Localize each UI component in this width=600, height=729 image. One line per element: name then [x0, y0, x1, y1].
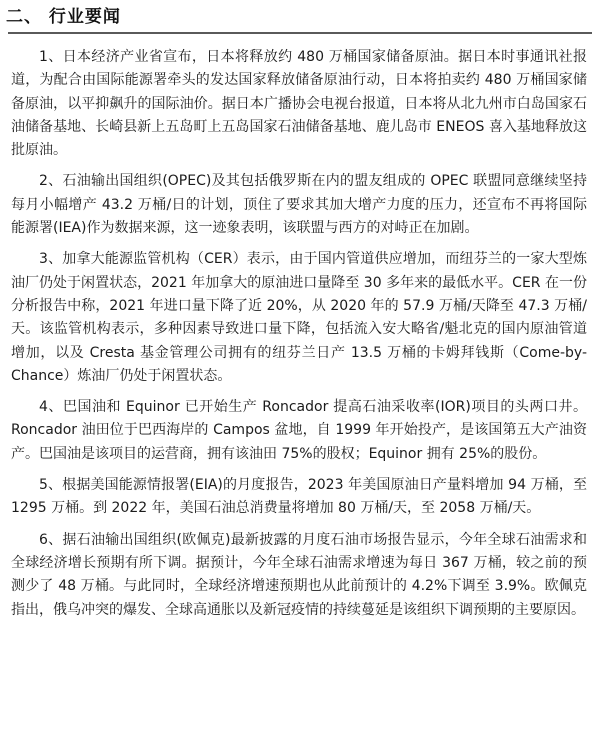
news-item-opec-output-plan: 2、石油输出国组织(OPEC)及其包括俄罗斯在内的盟友组成的 OPEC 联盟同意继续坚持每月小幅增产 43.2 万桶/日的计划，顶住了要求其加大增产力度的压力，还宣布不再将国际能源署(IEA)作为数据来源，这一迹象表明，该联盟与西方的对峙正在加剧。 — [11, 173, 587, 237]
news-item-roncador-ior: 4、巴国油和 Equinor 已开始生产 Roncador 提高石油采收率(IOR)项目的头两口井。Roncador 油田位于巴西海岸的 Campos 盆地，自 1999 年开始投产，是该国第五大产油资产。巴国油是该项目的运营商，拥有该油田 75%的股权；Equinor 拥有 25%的股份。 — [11, 399, 587, 462]
heading-divider — [8, 32, 592, 34]
news-list — [11, 46, 587, 630]
news-item-japan-reserve-release: 1、日本经济产业省宣布，日本将释放约 480 万桶国家储备原油。据日本时事通讯社报道，为配合由国际能源署牵头的发达国家释放储备原油行动，日本将拍卖约 480 万桶国家储备原油，以平抑飙升的国际油价。据日本广播协会电视台报道，日本将从北九州市白岛国家石油储备基地、长崎县新上五岛町上五岛国家石油储备基地、鹿儿岛市 ENEOS 喜入基地释放这批原油。 — [11, 49, 587, 159]
news-item-eia-forecast: 5、根据美国能源情报署(EIA)的月度报告，2023 年美国原油日产量料增加 94 万桶，至 1295 万桶。到 2022 年，美国石油总消费量将增加 80 万桶/天，至 2058 万桶/天。 — [11, 477, 587, 517]
section-heading: 二、 行业要闻 — [6, 7, 121, 27]
news-item-opec-demand-outlook: 6、据石油输出国组织(欧佩克)最新披露的月度石油市场报告显示，今年全球石油需求和全球经济增长预期有所下调。据预计，今年全球石油需求增速为每日 367 万桶，较之前的预测少了 48 万桶。与此同时，全球经济增速预期也从此前预计的 4.2%下调至 3.9%。欧佩克指出，俄乌冲突的爆发、全球高通胀以及新冠疫情的持续蔓延是该组织下调预期的主要原因。 — [11, 531, 587, 618]
news-item-canada-imports: 3、加拿大能源监管机构（CER）表示，由于国内管道供应增加，而纽芬兰的一家大型炼油厂仍处于闲置状态，2021 年加拿大的原油进口量降至 30 多年来的最低水平。CER 在一份分析报告中称，2021 年进口量下降了近 20%，从 2020 年的 57.9 万桶/天降至 47.3 万桶/天。该监管机构表示，多种因素导致进口量下降，包括流入安大略省/魁北克的国内原油管道增加，以及 Cresta 基金管理公司拥有的纽芬兰日产 13.5 万桶的卡姆拜钱斯（Come-by-Chance）炼油厂仍处于闲置状态。 — [11, 251, 587, 384]
